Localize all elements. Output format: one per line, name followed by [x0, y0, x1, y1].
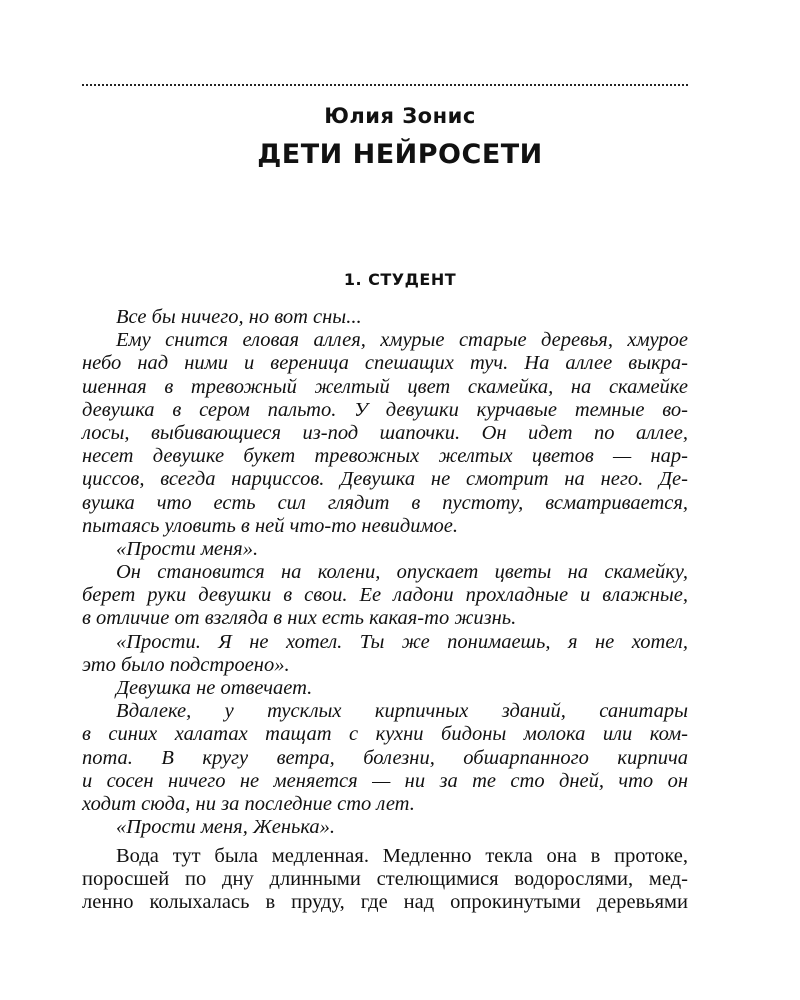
text-line: поросшей по дну длинными стелющимися водорослями, мед-	[82, 868, 688, 891]
text-line: ходит сюда, ни за последние сто лет.	[82, 792, 415, 815]
text-line: шенная в тревожный желтый цвет скамейка, на скамейке	[82, 375, 688, 398]
text-line: «Прости меня».	[116, 537, 259, 560]
roman-passage	[82, 845, 688, 915]
text-line: «Прости. Я не хотел. Ты же понимаешь, я не хотел,	[116, 630, 688, 653]
text-line: Он становится на колени, опускает цветы на скамейку,	[116, 561, 688, 584]
text-line: в отличие от взгляда в них есть какая-то жизнь.	[82, 607, 517, 630]
text-line: ленно колыхалась в пруду, где над опрокинутыми деревьями	[82, 891, 688, 914]
text-line: небо над ними и вереница спешащих туч. На аллее выкра-	[82, 352, 688, 375]
text-line: девушка в сером пальто. У девушки курчавые темные во-	[82, 398, 688, 421]
text-line: «Прости меня, Женька».	[116, 816, 336, 839]
text-line: вушка что есть сил глядит в пустоту, всматривается,	[82, 491, 688, 514]
text-line: пота. В кругу ветра, болезни, обшарпанного кирпича	[82, 746, 688, 769]
text-line: Девушка не отвечает.	[116, 677, 313, 699]
text-line: берет руки девушки в свои. Ее ладони прохладные и влажные,	[82, 584, 688, 607]
text-line: Все бы ничего, но вот сны...	[116, 306, 362, 328]
dotted-divider	[82, 84, 688, 86]
text-line: лосы, выбивающиеся из-под шапочки. Он идет по аллее,	[82, 421, 688, 444]
text-line: это было подстроено».	[82, 653, 290, 676]
chapter-heading: 1. СТУДЕНТ	[343, 270, 457, 289]
text-line: Ему снится еловая аллея, хмурые старые деревья, хмурое	[116, 329, 688, 352]
text-line: пытаясь уловить в ней что-то невидимое.	[82, 514, 459, 537]
author-name: Юлия Зонис	[324, 104, 476, 128]
book-title: ДЕТИ НЕЙРОСЕТИ	[257, 139, 543, 170]
text-line: циссов, всегда нарциссов. Девушка не смотрит на него. Де-	[82, 468, 688, 491]
text-line: Вдалеке, у тусклых кирпичных зданий, санитары	[116, 700, 688, 723]
italic-passage	[82, 306, 688, 839]
text-line: и сосен ничего не меняется — ни за те сто дней, что он	[82, 769, 688, 792]
text-line: несет девушке букет тревожных желтых цветов — нар-	[82, 445, 688, 468]
text-line: в синих халатах тащат с кухни бидоны молока или ком-	[82, 723, 688, 746]
text-line: Вода тут была медленная. Медленно текла она в протоке,	[116, 845, 688, 867]
